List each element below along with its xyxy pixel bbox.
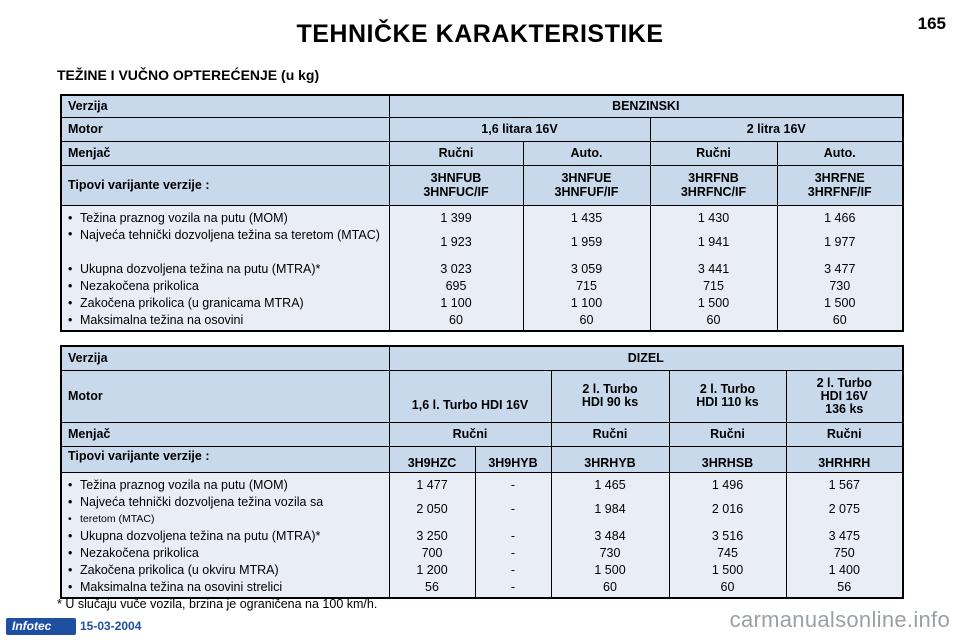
value: 1 500 xyxy=(697,295,730,310)
value: 1 100 xyxy=(440,295,472,310)
value: 60 xyxy=(720,579,735,594)
value: 1 941 xyxy=(697,234,730,249)
section-heading: TEŽINE I VUČNO OPTEREĆENJE (u kg) xyxy=(57,67,320,83)
value: - xyxy=(510,528,516,543)
value: 715 xyxy=(703,278,724,293)
type-code: 3HRFNB xyxy=(688,171,739,185)
value: 1 500 xyxy=(711,562,744,577)
value: 1 466 xyxy=(824,210,856,225)
type-code: 3HNFUB xyxy=(430,171,482,185)
version-label: Verzija xyxy=(61,346,389,370)
gearbox-label: Menjač xyxy=(61,141,389,165)
value: 1 477 xyxy=(416,477,448,492)
gearbox-4: Auto. xyxy=(777,141,903,165)
list-item: • Težina praznog vozila na putu (MOM) xyxy=(68,210,383,227)
gearbox-2: Auto. xyxy=(523,141,650,165)
value: 1 465 xyxy=(594,477,626,492)
value: 60 xyxy=(603,579,617,594)
types-label: Tipovi varijante verzije : xyxy=(61,446,389,472)
type-code: 3HNFUE xyxy=(561,171,612,185)
value: 1 500 xyxy=(594,562,626,577)
footnote: * U slučaju vuče vozila, brzina je ograničena na 100 km/h. xyxy=(57,597,378,611)
motor-1: 1,6 l. Turbo HDI 16V xyxy=(389,370,551,422)
types-5: 3HRHRH xyxy=(786,446,903,472)
value: 2 075 xyxy=(828,501,860,516)
print-date: 15-03-2004 xyxy=(80,619,142,633)
list-item: • Najveća tehnički dozvoljena težina sa teretom (MTAC) xyxy=(68,227,383,261)
value: 3 059 xyxy=(570,261,603,276)
value: 1 567 xyxy=(828,477,860,492)
value: 695 xyxy=(445,278,467,293)
value: 3 441 xyxy=(697,261,730,276)
value: 3 484 xyxy=(594,528,626,543)
value: 3 516 xyxy=(711,528,744,543)
value: 1 430 xyxy=(697,210,730,225)
version-value: DIZEL xyxy=(389,346,903,370)
values-col-1 xyxy=(389,205,523,331)
diesel-weights-table xyxy=(60,345,904,599)
value: 2 050 xyxy=(416,501,448,516)
value: 1 400 xyxy=(828,562,860,577)
label-continuation: teretom (MTAC) xyxy=(80,512,155,525)
list-item: • Nezakočena prikolica xyxy=(68,278,383,295)
types-3: 3HRHYB xyxy=(551,446,669,472)
values-col-5 xyxy=(786,472,903,598)
value: 1 496 xyxy=(711,477,744,492)
type-code: 3HRFNC/IF xyxy=(680,185,747,199)
value: 1 984 xyxy=(594,501,626,516)
type-code: 3HRFNF/IF xyxy=(807,185,872,199)
list-item: • Nezakočena prikolica xyxy=(68,545,383,562)
version-row xyxy=(61,346,903,370)
infotec-logo: Infotec xyxy=(6,618,76,635)
value: - xyxy=(510,579,516,594)
types-label: Tipovi varijante verzije : xyxy=(61,165,389,205)
values-col-2 xyxy=(475,472,551,598)
motor-label: Motor xyxy=(61,370,389,422)
motor-row xyxy=(61,370,903,422)
value: 1 923 xyxy=(440,234,472,249)
list-item: • Težina praznog vozila na putu (MOM) xyxy=(68,477,383,494)
value: 3 477 xyxy=(824,261,856,276)
value: 1 500 xyxy=(824,295,856,310)
types-3 xyxy=(650,165,777,205)
list-item: • Maksimalna težina na osovini strelici xyxy=(68,579,383,596)
list-item: • Zakočena prikolica (u okviru MTRA) xyxy=(68,562,383,579)
values-col-3 xyxy=(551,472,669,598)
value: 56 xyxy=(837,579,852,594)
version-value: BENZINSKI xyxy=(389,95,903,117)
list-item: • Zakočena prikolica (u granicama MTRA) xyxy=(68,295,383,312)
value: 60 xyxy=(706,312,721,327)
value: 1 100 xyxy=(570,295,603,310)
motor-2: 2 litra 16V xyxy=(650,117,903,141)
value: 2 016 xyxy=(711,501,744,516)
types-row xyxy=(61,165,903,205)
value: - xyxy=(510,545,516,560)
list-item: • Maksimalna težina na osovini xyxy=(68,312,383,329)
types-2: 3H9HYB xyxy=(475,446,551,472)
types-4 xyxy=(777,165,903,205)
motor-2: 2 l. Turbo HDI 90 ks xyxy=(551,370,669,422)
value: 1 959 xyxy=(570,234,603,249)
value: - xyxy=(510,477,516,492)
value: 56 xyxy=(425,579,439,594)
gearbox-3: Ručni xyxy=(669,422,786,446)
value: 1 200 xyxy=(416,562,448,577)
values-col-1 xyxy=(389,472,475,598)
value: 1 435 xyxy=(570,210,603,225)
types-1: 3H9HZC xyxy=(389,446,475,472)
types-1 xyxy=(389,165,523,205)
version-row xyxy=(61,95,903,117)
motor-3: 2 l. Turbo HDI 110 ks xyxy=(669,370,786,422)
value: - xyxy=(510,562,516,577)
petrol-weights-table xyxy=(60,94,904,332)
value: 60 xyxy=(832,312,847,327)
value: 750 xyxy=(833,545,855,560)
type-code: 3HNFUF/IF xyxy=(554,185,619,199)
types-2 xyxy=(523,165,650,205)
values-col-4 xyxy=(669,472,786,598)
page-number: 165 xyxy=(917,14,946,33)
value: 1 399 xyxy=(440,210,472,225)
weights-labels xyxy=(61,472,389,598)
list-item: • Ukupna dozvoljena težina na putu (MTRA)* xyxy=(68,528,383,545)
page-title: TEHNIČKE KARAKTERISTIKE xyxy=(296,20,664,48)
value: 1 977 xyxy=(824,234,856,249)
weights-labels xyxy=(61,205,389,331)
types-row xyxy=(61,446,903,472)
value: 3 023 xyxy=(440,261,472,276)
value: 60 xyxy=(449,312,463,327)
motor-1: 1,6 litara 16V xyxy=(389,117,650,141)
gearbox-2: Ručni xyxy=(551,422,669,446)
list-item: • Ukupna dozvoljena težina na putu (MTRA)* xyxy=(68,261,383,278)
gearbox-row xyxy=(61,422,903,446)
value: 730 xyxy=(829,278,851,293)
value: 3 250 xyxy=(416,528,448,543)
value: 715 xyxy=(576,278,597,293)
type-code: 3HNFUC/IF xyxy=(423,185,489,199)
value: 730 xyxy=(599,545,621,560)
value: - xyxy=(510,501,516,516)
value: 700 xyxy=(421,545,443,560)
gearbox-label: Menjač xyxy=(61,422,389,446)
motor-row xyxy=(61,117,903,141)
values-col-3 xyxy=(650,205,777,331)
gearbox-3: Ručni xyxy=(650,141,777,165)
list-item-continued xyxy=(68,511,383,528)
motor-4: 2 l. Turbo HDI 16V 136 ks xyxy=(786,370,903,422)
value: 60 xyxy=(579,312,594,327)
types-4: 3HRHSB xyxy=(669,446,786,472)
weights-row xyxy=(61,472,903,598)
gearbox-1: Ručni xyxy=(389,422,551,446)
motor-label: Motor xyxy=(61,117,389,141)
weights-row xyxy=(61,205,903,331)
value: 745 xyxy=(717,545,738,560)
gearbox-row xyxy=(61,141,903,165)
version-label: Verzija xyxy=(61,95,389,117)
list-item: • Najveća tehnički dozvoljena težina vozila sa xyxy=(68,494,383,511)
values-col-4 xyxy=(777,205,903,331)
values-col-2 xyxy=(523,205,650,331)
watermark: carmanualsonline.info xyxy=(729,607,950,632)
gearbox-4: Ručni xyxy=(786,422,903,446)
type-code: 3HRFNE xyxy=(814,171,865,185)
value: 3 475 xyxy=(828,528,860,543)
gearbox-1: Ručni xyxy=(389,141,523,165)
